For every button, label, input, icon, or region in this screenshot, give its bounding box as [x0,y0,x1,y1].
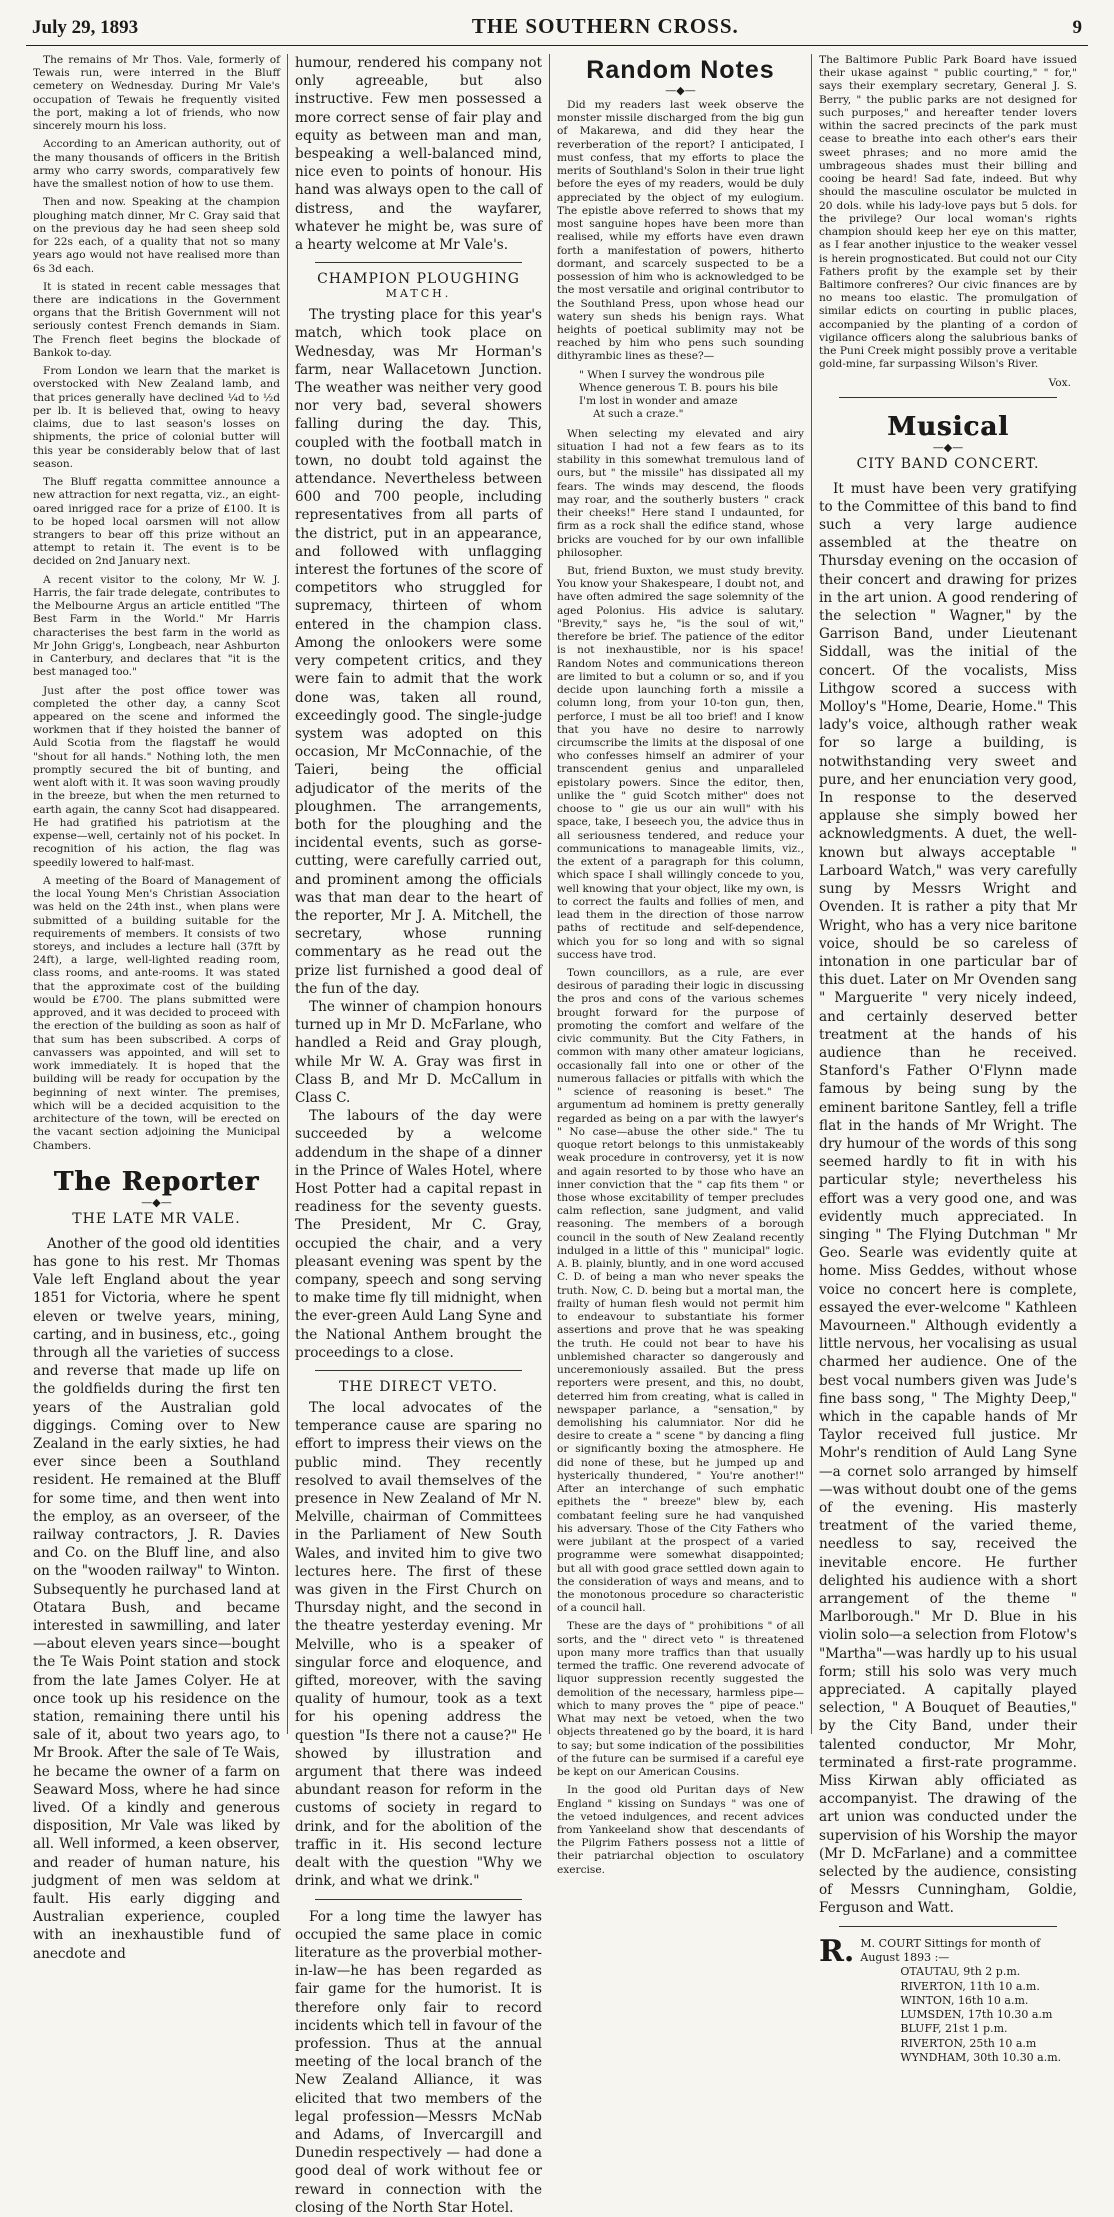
ornament-divider: —◆— [665,84,696,97]
ploughing-subtitle: MATCH. [385,287,452,301]
court-sittings-header: M. COURT Sittings for month of August 1893 :— [860,1936,1041,1964]
column-2 [288,54,550,2216]
news-paragraph: A recent visitor to the colony, Mr W. J. Harris, the fair trade delegate, contributes to the Melbourne Argus an article entitled "The Best Farm in the World." Mr Harris characterises the best farm in the world as Mr John Grigg's, Longbeach, near Ashburton in Canterbury, and declares that "it is the best managed too." [33,573,280,679]
page-number: 9 [1072,17,1082,38]
news-paragraph: Then and now. Speaking at the champion ploughing match dinner, Mr C. Gray said that on the previous day he had seen sheep sold for 22s each, of a quality that not so many years ago would not have realised more than 6s 3d each. [33,196,280,275]
court-sitting: OTAUTAU, 9th 2 p.m. [900,1965,1021,1979]
obituary-text: Another of the good old identities has gone to his rest. Mr Thomas Vale left England about the year 1851 for Victoria, where he spent eleven or twelve years, mining, carting, and in business, etc., going through all the varieties of success and reverse that made up life on the goldfields during the first ten years of the Australian gold diggings. Coming over to New Zealand in the early sixties, he had ever since been a Southland resident. He remained at the Bluff for some time, and then went into the employ, as an overseer, of the railway contractors, J. R. Davies and Co. on the Bluff line, and also on the "wooden railway" to Winton. Subsequently he purchased land at Otatara Bush, and became interested in sawmilling, and later—about eleven years since—bought the Te Wais Point station and stock from the late James Colyer. He at once took up his residence on the station, remaining there until his sale of it, about two years ago, to Mr Brook. After the sale of Te Wais, he became the owner of a farm on Seaward Moss, where he had since lived. Of a kindly and generous disposition, Mr Vale was liked by all. Well informed, a keen observer, and reader of human nature, his judgment of men was seldom at fault. His early digging and Australian experience, coupled with an inexhaustible fund of anecdote and [33,1235,280,1962]
random-notes-heading: Random Notes [586,56,775,84]
court-sitting: RIVERTON, 25th 10 a.m [900,2036,1037,2050]
masthead [26,14,1088,46]
divider [839,397,1057,398]
court-sitting: LUMSDEN, 17th 10.30 a.m [900,2008,1053,2022]
court-sittings [819,1933,1077,2066]
poem-line: I'm lost in wonder and amaze [579,395,738,408]
musical-heading: Musical [887,411,1009,442]
veto-paragraph: The local advocates of the temperance cause are sparing no effort to impress their views on the public mind. They recently resolved to avail themselves of the presence in New Zealand of Mr N. Melville, chairman of Committees in the Parliament of New South Wales, and invited him to give two lectures here. The first of these was given in the First Church on Thursday night, and the second in the theatre yesterday evening. Mr Melville, who is a speaker of singular force and eloquence, and gifted, moreover, with the saving quality of humour, took as a text for his opening address the question "Is there not a cause?" He showed by illustration and argument that there was indeed abundant reason for reform in the customs of society in regard to drink, and for the abolition of the traffic in it. His second lecture dealt with the question "Why we drink, and what we drink." [295,1400,542,1890]
random-notes-paragraph: But, friend Buxton, we must study brevity. You know your Shakespeare, I doubt not, and have often admired the sage solemnity of the aged Polonius. His advice is salutary. "Brevity," says he, "is the soul of wit," therefore be brief. The patience of the editor is not inexhaustible, nor is his space! Random Notes and communications thereon are limited to but a column or so, and if you decide upon launching forth a missile a column long, from your 10-ton gun, then, perforce, I must be all too brief! and I know that you have no desire to narrowly circumscribe the limits at the disposal of one who confesses himself an admirer of your transcendent genius and unparalleled epistolary powers. Since the editor, then, unlike the " guid Scotch mither" does not choose to " gie us our ain wull" with his space, take, I beseech you, the advice thus in all seriousness tendered, and reduce your communications to manageable limits, viz., the extent of a paragraph for this column, which space I shall willingly concede to you, well knowing that your object, like my own, is to correct the faults and follies of men, and lead them in the direction of those narrow paths of rectitude and self-dependence, which you for so long and with so signal success have trod. [557,564,804,961]
random-notes-paragraph: Town councillors, as a rule, are ever desirous of parading their logic in discussing the pros and cons of the various schemes brought forward for the purpose of promoting the comfort and welfare of the civic community. But the City Fathers, in common with many other amateur logicians, occasionally fall into one or other of the numerous fallacies or pitfalls with which the " science of reasoning is beset." The argumentum ad hominem is pretty generally regarded as being on a par with the lawyer's " No case—abuse the other side." The tu quoque retort belongs to this unmistakeably weak procedure in controversy, yet it is now and again resorted to by those who have an inner conviction that the " cap fits them " or those whose excitability of temper precludes calm reflection, sane judgment, and valid reasoning. The members of a borough council in the south of New Zealand recently indulged in a little of this " municipal" logic. A. B. plainly, bluntly, and in one word accused C. D. of being a man who never speaks the truth. Now, C. D. being but a mortal man, the frailty of human flesh would not permit him to endeavour to substantiate his former assertions and prove that he was speaking the truth. He could not bear to have his unblemished character so dangerously and unceremoniously assailed. But the press reporters were present, and this, no doubt, deterred him from creating, what is called in newspaper parlance, a "sensation," by demolishing his calumniator. Nor did he desire to create a " scene " by dancing a fling or significantly boxing the atmosphere. He did none of these, but he jumped up and hysterically thundered, " You're another!" After an interchange of such emphatic epithets the " breeze" blew by, each combatant feeling sure he had vanquished his adversary. Those of the City Fathers who were jubilant at the prospect of a varied programme were somewhat disappointed; but all with good grace settled down again to the consideration of ways and means, and to the monotonous procedure so characteristic of a council hall. [557,967,804,1615]
poem-line: " When I survey the wondrous pile [579,368,765,381]
divider [315,1899,522,1900]
news-paragraph: From London we learn that the market is overstocked with New Zealand lamb, and that prices generally have declined ¼d to ½d per lb. It is believed that, owing to heavy claims, due to last season's losses on shipments, the price of colonial butter will this year be considerably below that of last season. [33,365,280,470]
column-1 [26,54,288,1962]
concert-review: It must have been very gratifying to the Committee of this band to find such a very large audience assembled at the theatre on Thursday evening on the occasion of their concert and drawing for prizes in the art union. A good rendering of the selection " Wagner," by the Garrison Band, under Lieutenant Siddall, was the initial of the concert. Of the vocalists, Miss Lithgow scored a success with Molloy's "Home, Dearie, Home." This lady's voice, although rather weak for so large a building, is notwithstanding very sweet and pure, and her enunciation very good, In response to the deserved applause she simply bowed her acknowledgments. A duet, the well-known but always acceptable " Larboard Watch," was very carefully sung by Messrs Wright and Ovenden. It is rather a pity that Mr Wright, who has a very nice baritone voice, should be so careless of intonation in one particular bar of this duet. Later on Mr Ovenden sang " Marguerite " very nicely indeed, and certainly deserved better treatment at the hands of his audience than he received. Stanford's Father O'Flynn made famous by being sung by the eminent baritone Santley, fell a trifle flat in the hands of Mr Wright. The dry humour of the words of this song seemed hardly to fit in with his particular style; nevertheless his effort was a very good one, and was evidently much appreciated. In singing " The Flying Dutchman " Mr Geo. Searle was evidently quite at home. Miss Geddes, without whose voice no concert here is complete, essayed the ever-welcome " Kathleen Mavourneen." Although evidently a little nervous, her vocalising as usual charmed her audience. One of the best vocal numbers given was Jude's fine bass song, " The Mighty Deep," which in the capable hands of Mr Taylor received full justice. Mr Mohr's rendition of Auld Lang Syne —a cornet solo arranged by himself —was without doubt one of the gems of the evening. His masterly treatment of the varied theme, needless to say, received the inevitable encore. He further delighted his audience with a short arrangement of the theme " Marlborough." Mr D. Blue in his violin solo—a selection from Flotow's "Martha"—was hardly up to his usual form; still his solo was very much appreciated. A capitally played selection, " A Bouquet of Beauties," by the City Band, under their talented conductor, Mr Mohr, terminated a first-rate programme. Miss Kirwan ably officiated as accompanyist. The drawing of the art union was conducted under the supervision of his Worship the mayor (Mr D. McFarlane) and a committee selected by the audience, consisting of Messrs Cunningham, Goldie, Ferguson and Watt. [819,480,1077,1917]
ploughing-paragraph: The trysting place for this year's match, which took place on Wednesday, was Mr Horman's farm, near Wallacetown Junction. The weather was neither very good nor very bad, several showers falling during the day. This, coupled with the football match in town, no doubt told against the attendance. Nevertheless between 600 and 700 people, including representatives from all parts of the district, put in an appearance, and followed with unflagging interest the fortunes of the score of competitors who struggled for supremacy, thirteen of whom entered in the champion class. Among the onlookers were some very competent critics, and they were fain to admit that the work done was, taken all round, exceedingly good. The single-judge system was adopted on this occasion, Mr McConnachie, of the Taieri, being the official adjudicator of the merits of the ploughmen. The arrangements, both for the ploughing and the incidental events, such as gorse-cutting, were carefully carried out, and prominent among the officials was that man dear to the heart of the reporter, Mr J. A. Mitchell, the secretary, whose running commentary as he read out the prize list furnished a good deal of the fun of the day. [295,307,542,997]
poem-line: At such a craze." [593,408,684,421]
random-notes-paragraph: These are the days of " prohibitions " of all sorts, and the " direct veto " is threatened upon many more traffics than that usually termed the traffic. One reverend advocate of liquor suppression recently suggested the demolition of the necessary, harmless pipe—which to many proves the " pipe of peace." What may next be vetoed, when the two objects threatened go by the board, it is hard to say; but some indication of the possibilities of the future can be surmised if a careful eye be kept on our American Cousins. [557,1620,804,1779]
news-paragraph: According to an American authority, out of the many thousands of officers in the British army who carry swords, comparatively few have the smallest notion of how to use them. [33,138,280,191]
issue-date: July 29, 1893 [32,17,139,38]
columns [26,54,1088,2216]
lawyer-paragraph: For a long time the lawyer has occupied the same place in comic literature as the proverbial mother-in-law—he has been regarded as fair game for the humorist. It is therefore only fair to record incidents which tell in favour of the profession. Thus at the annual meeting of the local branch of the New Zealand Alliance, it was elicited that two members of the legal profession—Messrs McNab and Adams, of Invercargill and Dunedin respectively — had done a good deal of work without fee or reward in connection with the closing of the North Star Hotel. [295,1908,542,2216]
reporter-heading: The Reporter [53,1166,260,1197]
random-notes-paragraph: When selecting my elevated and airy situation I had not a few fears as to its stability in this somewhat tremulous land of ours, but " the missile" has dissipated all my fears. The winds may descend, the floods may roar, and the southerly busters " crack their cheeks!" Here stand I undaunted, for firm as a rock shall the edifice stand, whose bricks are vouched for by our own infallible philosopher. [557,427,804,559]
divider [315,1370,522,1371]
poem-line: Whence generous T. B. pours his bile [579,381,779,394]
news-paragraph: The Bluff regatta committee announce a new attraction for next regatta, viz., an eight-oared inrigged race for a prize of £100. It is to be hoped local oarsmen will not allow strangers to bear off this prize without an attempt to retain it. The event is to be decided on 2nd January next. [33,476,280,568]
poem [579,369,804,422]
veto-title: THE DIRECT VETO. [338,1379,498,1396]
random-notes-paragraph: Did my readers last week observe the monster missile discharged from the big gun of Makarewa, and did they hear the reverberation of the report? I anticipated, I must confess, that my efforts to place the merits of Southland's Solon in their true light before the eyes of my readers, would be duly appreciated by the object of my eulogium. The epistle above referred to shows that my most sanguine hopes have been more than realised, while my efforts have even drawn forth a manifestation of powers, hitherto dormant, and scarcely suspected to be a possession of him who is acknowledged to be the most versatile and original contributor to the Southland Press, upon whose head our watery sun sheds his benign rays. What heights of poetical sublimity may not be reached by him who pens such sounding dithyrambic lines as these?— [557,99,804,363]
divider [315,262,522,263]
court-sitting: BLUFF, 21st 1 p.m. [900,2022,1008,2036]
column-3 [550,54,812,1876]
court-sitting: WYNDHAM, 30th 10.30 a.m. [900,2051,1062,2065]
ploughing-paragraph: The winner of champion honours turned up in Mr D. McFarlane, who handled a Reid and Gray plough, while Mr W. A. Gray was first in Class B, and Mr D. McCallum in Class C. [295,998,542,1106]
obituary-title: THE LATE MR VALE. [72,1210,241,1227]
newspaper-title: THE SOUTHERN CROSS. [471,14,739,38]
court-sitting: WINTON, 16th 10 a.m. [900,1993,1029,2007]
ornament-divider: —◆— [141,1195,172,1209]
ploughing-title: CHAMPION PLOUGHING [317,271,520,288]
author-signature: Vox. [1048,376,1071,389]
column-4 [812,54,1084,2065]
ornament-divider: —◆— [932,440,964,454]
concert-title: CITY BAND CONCERT. [856,455,1040,472]
court-sitting: RIVERTON, 11th 10 a.m. [900,1979,1040,1993]
ploughing-paragraph: The labours of the day were succeeded by a welcome addendum in the shape of a dinner in the Prince of Wales Hotel, where Host Potter had a capital repast in readiness for the seventy guests. The President, Mr C. Gray, occupied the chair, and a very pleasant evening was spent by the company, speech and song serving to make time fly till midnight, when the ever-green Auld Lang Syne and the National Anthem brought the proceedings to a close. [295,1108,542,1361]
court-initial: R. [819,1933,855,1969]
news-paragraph: The remains of Mr Thos. Vale, formerly of Tewais run, were interred in the Bluff cemetery on Wednesday. During Mr Vale's occupation of Tewais he frequently visited the port, making a lot of friends, who now sincerely mourn his loss. [33,54,280,133]
news-paragraph: It is stated in recent cable messages that there are indications in the Government organs that the British Government will not seriously contest French demands in Siam. The French fleet begins the blockade of Bankok to-day. [33,280,280,359]
news-paragraph: Just after the post office tower was completed the other day, a canny Scot appeared on the scene and informed the workmen that if they hoisted the banner of Auld Scotia from the flagstaff he would "shout for all hands." Nothing loth, the men promptly secured the bit of bunting, and went aloft with it. It was soon waving proudly in the breeze, but when the men returned to earth again, the canny Scot had disappeared. He had gratified his patriotism at the expense—well, certainly not of his pocket. In recognition of his action, the flag was speedily lowered to half-mast. [33,684,280,869]
court-sittings-list [860,1937,1077,2066]
obituary-continued: humour, rendered his company not only agreeable, but also instructive. Few men possessed a more correct sense of fair play and equity as between man and man, bespeaking a well-balanced mind, nice even to points of honour. His hand was always open to the call of distress, and the wayfarer, whatever he might be, was sure of a hearty welcome at Mr Vale's. [295,55,542,254]
random-notes-paragraph: In the good old Puritan days of New England " kissing on Sundays " was one of the vetoed indulgences, and recent advices from Yankeeland show that descendants of the Pilgrim Fathers possess not a little of their patriarchal objection to osculatory exercise. [557,1784,804,1876]
news-paragraph: A meeting of the Board of Management of the local Young Men's Christian Association was held on the 24th inst., when plans were submitted of a building suitable for the requirements of members. It consists of two storeys, and includes a lecture hall (37ft by 24ft), a large, well-lighted reading room, class rooms, and ante-rooms. It was stated that the approximate cost of the building would be £700. The plans submitted were approved, and it was decided to proceed with the erection of the building as soon as half of that sum has been subscribed. A corps of canvassers was appointed, and will set to work immediately. It is hoped that the building will be ready for occupation by the beginning of next winter. The premises, which will be a decided acquisition to the architecture of the town, will be erected on the vacant section adjoining the Municipal Chambers. [33,874,280,1152]
random-notes-continued: The Baltimore Public Park Board have issued their ukase against " public courting," " for," says their exemplary secretary, General J. S. Berry, " the public parks are not designed for such purposes," and hereafter tender lovers within the sacred precincts of the park must cease to breathe into each other's ears their sweet phrases; and no more amid the umbrageous shades must their billing and cooing be heard! Sad fate, indeed. But why should the masculine osculator be mulcted in 20 dols. while his lady-love pays but 5 dols. for the privilege? Our local woman's rights champion should keep her eye on this matter, as I fear another injustice to the weaker vessel is herein prognosticated. But could not our City Fathers profit by the example set by their Baltimore confreres? Our civic finances are by no means too elastic. The promulgation of similar edicts on courting in public places, accompanied by the planting of a cordon of vigilance officers along the salubrious banks of the Puni Creek might possibly prove a veritable gold-mine, far surpassing Wilson's River. [819,54,1077,371]
divider [839,1926,1057,1927]
